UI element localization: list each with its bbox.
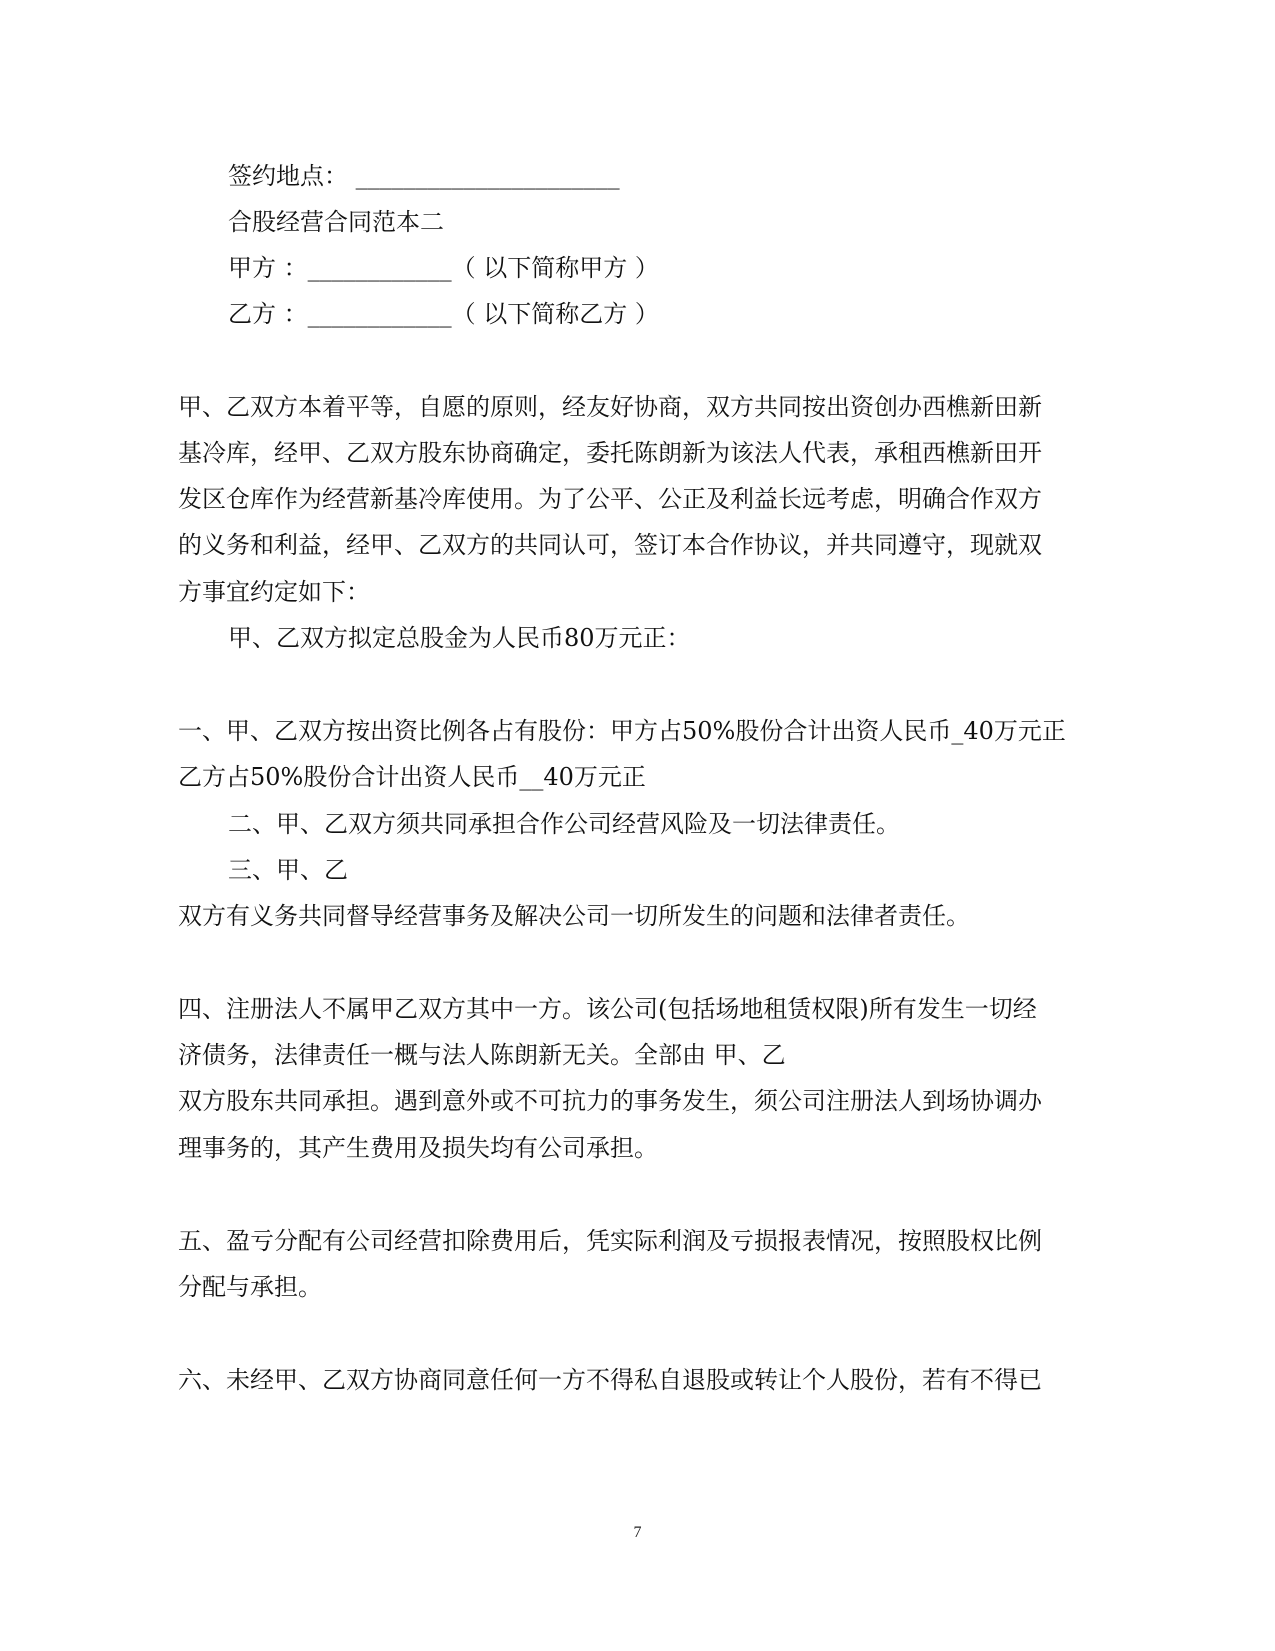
party-a-line: 甲方 ：____________（ 以下简称甲方 ） bbox=[228, 254, 659, 282]
section-title: 合股经营合同范本二 bbox=[228, 208, 444, 236]
clause-4-line: 四、注册法人不属甲乙双方其中一方。该公司(包括场地租赁权限)所有发生一切经 bbox=[178, 995, 1037, 1023]
paragraph-line: 基冷库，经甲、乙双方股东协商确定，委托陈朗新为该法人代表，承租西樵新田开 bbox=[178, 439, 1042, 467]
clause-4-line: 双方股东共同承担。遇到意外或不可抗力的事务发生，须公司注册法人到场协调办 bbox=[178, 1087, 1042, 1115]
clause-4-line: 理事务的，其产生费用及损失均有公司承担。 bbox=[178, 1134, 658, 1162]
paragraph-line: 发区仓库作为经营新基冷库使用。为了公平、公正及利益长远考虑，明确合作双方 bbox=[178, 485, 1042, 513]
clause-1-line: 乙方占50%股份合计出资人民币__40万元正 bbox=[178, 763, 646, 791]
signing-place-line: 签约地点： ______________________ bbox=[228, 162, 620, 190]
paragraph-line: 的义务和利益，经甲、乙双方的共同认可，签订本合作协议，并共同遵守，现就双 bbox=[178, 531, 1042, 559]
paragraph-line: 甲、乙双方拟定总股金为人民币80万元正： bbox=[228, 624, 691, 652]
clause-6-line: 六、未经甲、乙双方协商同意任何一方不得私自退股或转让个人股份，若有不得已 bbox=[178, 1366, 1042, 1394]
page-number: 7 bbox=[633, 1524, 642, 1541]
party-b-line: 乙方 ：____________（ 以下简称乙方 ） bbox=[228, 300, 659, 328]
clause-2-line: 二、甲、乙双方须共同承担合作公司经营风险及一切法律责任。 bbox=[228, 810, 900, 838]
clause-5-line: 分配与承担。 bbox=[178, 1273, 322, 1301]
clause-3-line: 双方有义务共同督导经营事务及解决公司一切所发生的问题和法律者责任。 bbox=[178, 902, 970, 930]
clause-1-line: 一、甲、乙双方按出资比例各占有股份：甲方占50%股份合计出资人民币_40万元正 bbox=[178, 717, 1066, 745]
paragraph-line: 甲、乙双方本着平等，自愿的原则，经友好协商，双方共同按出资创办西樵新田新 bbox=[178, 393, 1042, 421]
clause-5-line: 五、盈亏分配有公司经营扣除费用后，凭实际利润及亏损报表情况，按照股权比例 bbox=[178, 1227, 1042, 1255]
clause-3-line: 三、甲、乙 bbox=[228, 856, 348, 884]
paragraph-line: 方事宜约定如下： bbox=[178, 578, 370, 606]
clause-4-line: 济债务，法律责任一概与法人陈朗新无关。全部由 甲、乙 bbox=[178, 1041, 786, 1069]
